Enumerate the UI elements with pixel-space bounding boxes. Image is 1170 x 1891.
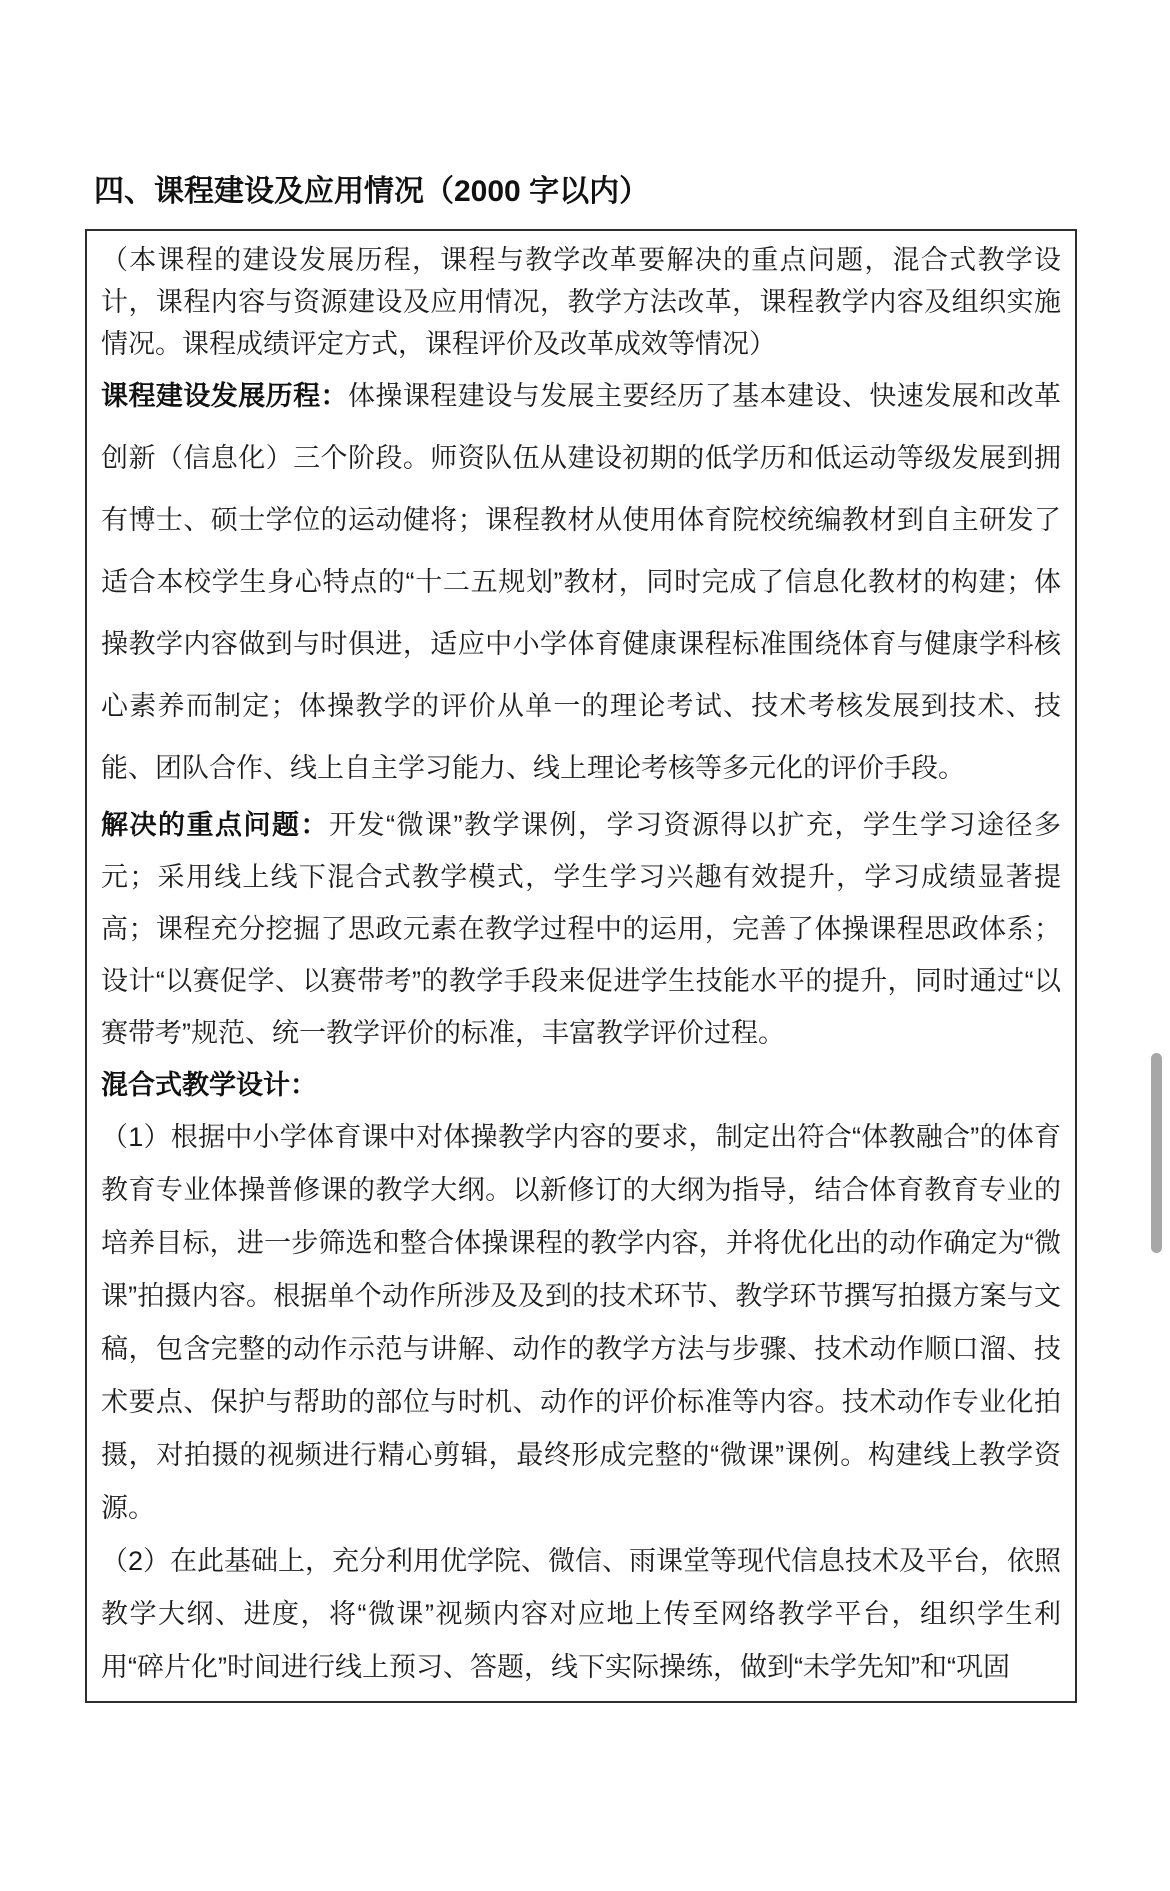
design-item-1: （1）根据中小学体育课中对体操教学内容的要求，制定出符合“体教融合”的体育教育专业体操普修课的教学大纲。以新修订的大纲为指导，结合体育教育专业的培养目标，进一步筛选和整合体操课程的教学内容，并将优化出的动作确定为“微课”拍摄内容。根据单个动作所涉及及到的技术环节、教学环节撰写拍摄方案与文稿，包含完整的动作示范与讲解、动作的教学方法与步骤、技术动作顺口溜、技术要点、保护与帮助的部位与时机、动作的评价标准等内容。技术动作专业化拍摄，对拍摄的视频进行精心剪辑，最终形成完整的“微课”课例。构建线上教学资源。 [101,1122,1061,1523]
paragraph-problems-lead: 解决的重点问题： [101,810,330,840]
paragraph-history-body: 体操课程建设与发展主要经历了基本建设、快速发展和改革创新（信息化）三个阶段。师资队伍从建设初期的低学历和低运动等级发展到拥有博士、硕士学位的运动健将；课程教材从使用体育院校统编教材到自主研发了适合本校学生身心特点的“十二五规划”教材，同时完成了信息化教材的构建；体操教学内容做到与时俱进，适应中小学体育健康课程标准围绕体育与健康学科核心素养而制定；体操教学的评价从单一的理论考试、技术考核发展到技术、技能、团队合作、线上自主学习能力、线上理论考核等多元化的评价手段。 [101,381,1062,783]
paragraph-history [101,365,1061,799]
section-title: 四、课程建设及应用情况（2000 字以内） [94,175,650,208]
course-construction-text-box [85,229,1077,1703]
design-item-2: （2）在此基础上，充分利用优学院、微信、雨课堂等现代信息技术及平台，依照教学大纲、进度，将“微课”视频内容对应地上传至网络教学平台，组织学生利用“碎片化”时间进行线上预习、答题，线下实际操练，做到“未学先知”和“巩固 [101,1546,1062,1682]
intro-paragraph: （本课程的建设发展历程，课程与教学改革要解决的重点问题，混合式教学设计，课程内容与资源建设及应用情况，教学方法改革，课程教学内容及组织实施情况。课程成绩评定方式，课程评价及改革成效等情况） [101,245,1061,359]
paragraph-problems [101,799,1061,1059]
paragraph-design-lead: 混合式教学设计： [101,1070,317,1100]
paragraph-design-heading [101,1059,1061,1111]
paragraph-problems-body: 开发“微课”教学课例，学习资源得以扩充，学生学习途径多元；采用线上线下混合式教学模式，学生学习兴趣有效提升，学习成绩显著提高；课程充分挖掘了思政元素在教学过程中的运用，完善了体操课程思政体系；设计“以赛促学、以赛带考”的教学手段来促进学生技能水平的提升，同时通过“以赛带考”规范、统一教学评价的标准，丰富教学评价过程。 [101,810,1062,1048]
paragraph-history-lead: 课程建设发展历程： [101,381,348,411]
scrollbar-thumb[interactable] [1151,1053,1162,1253]
